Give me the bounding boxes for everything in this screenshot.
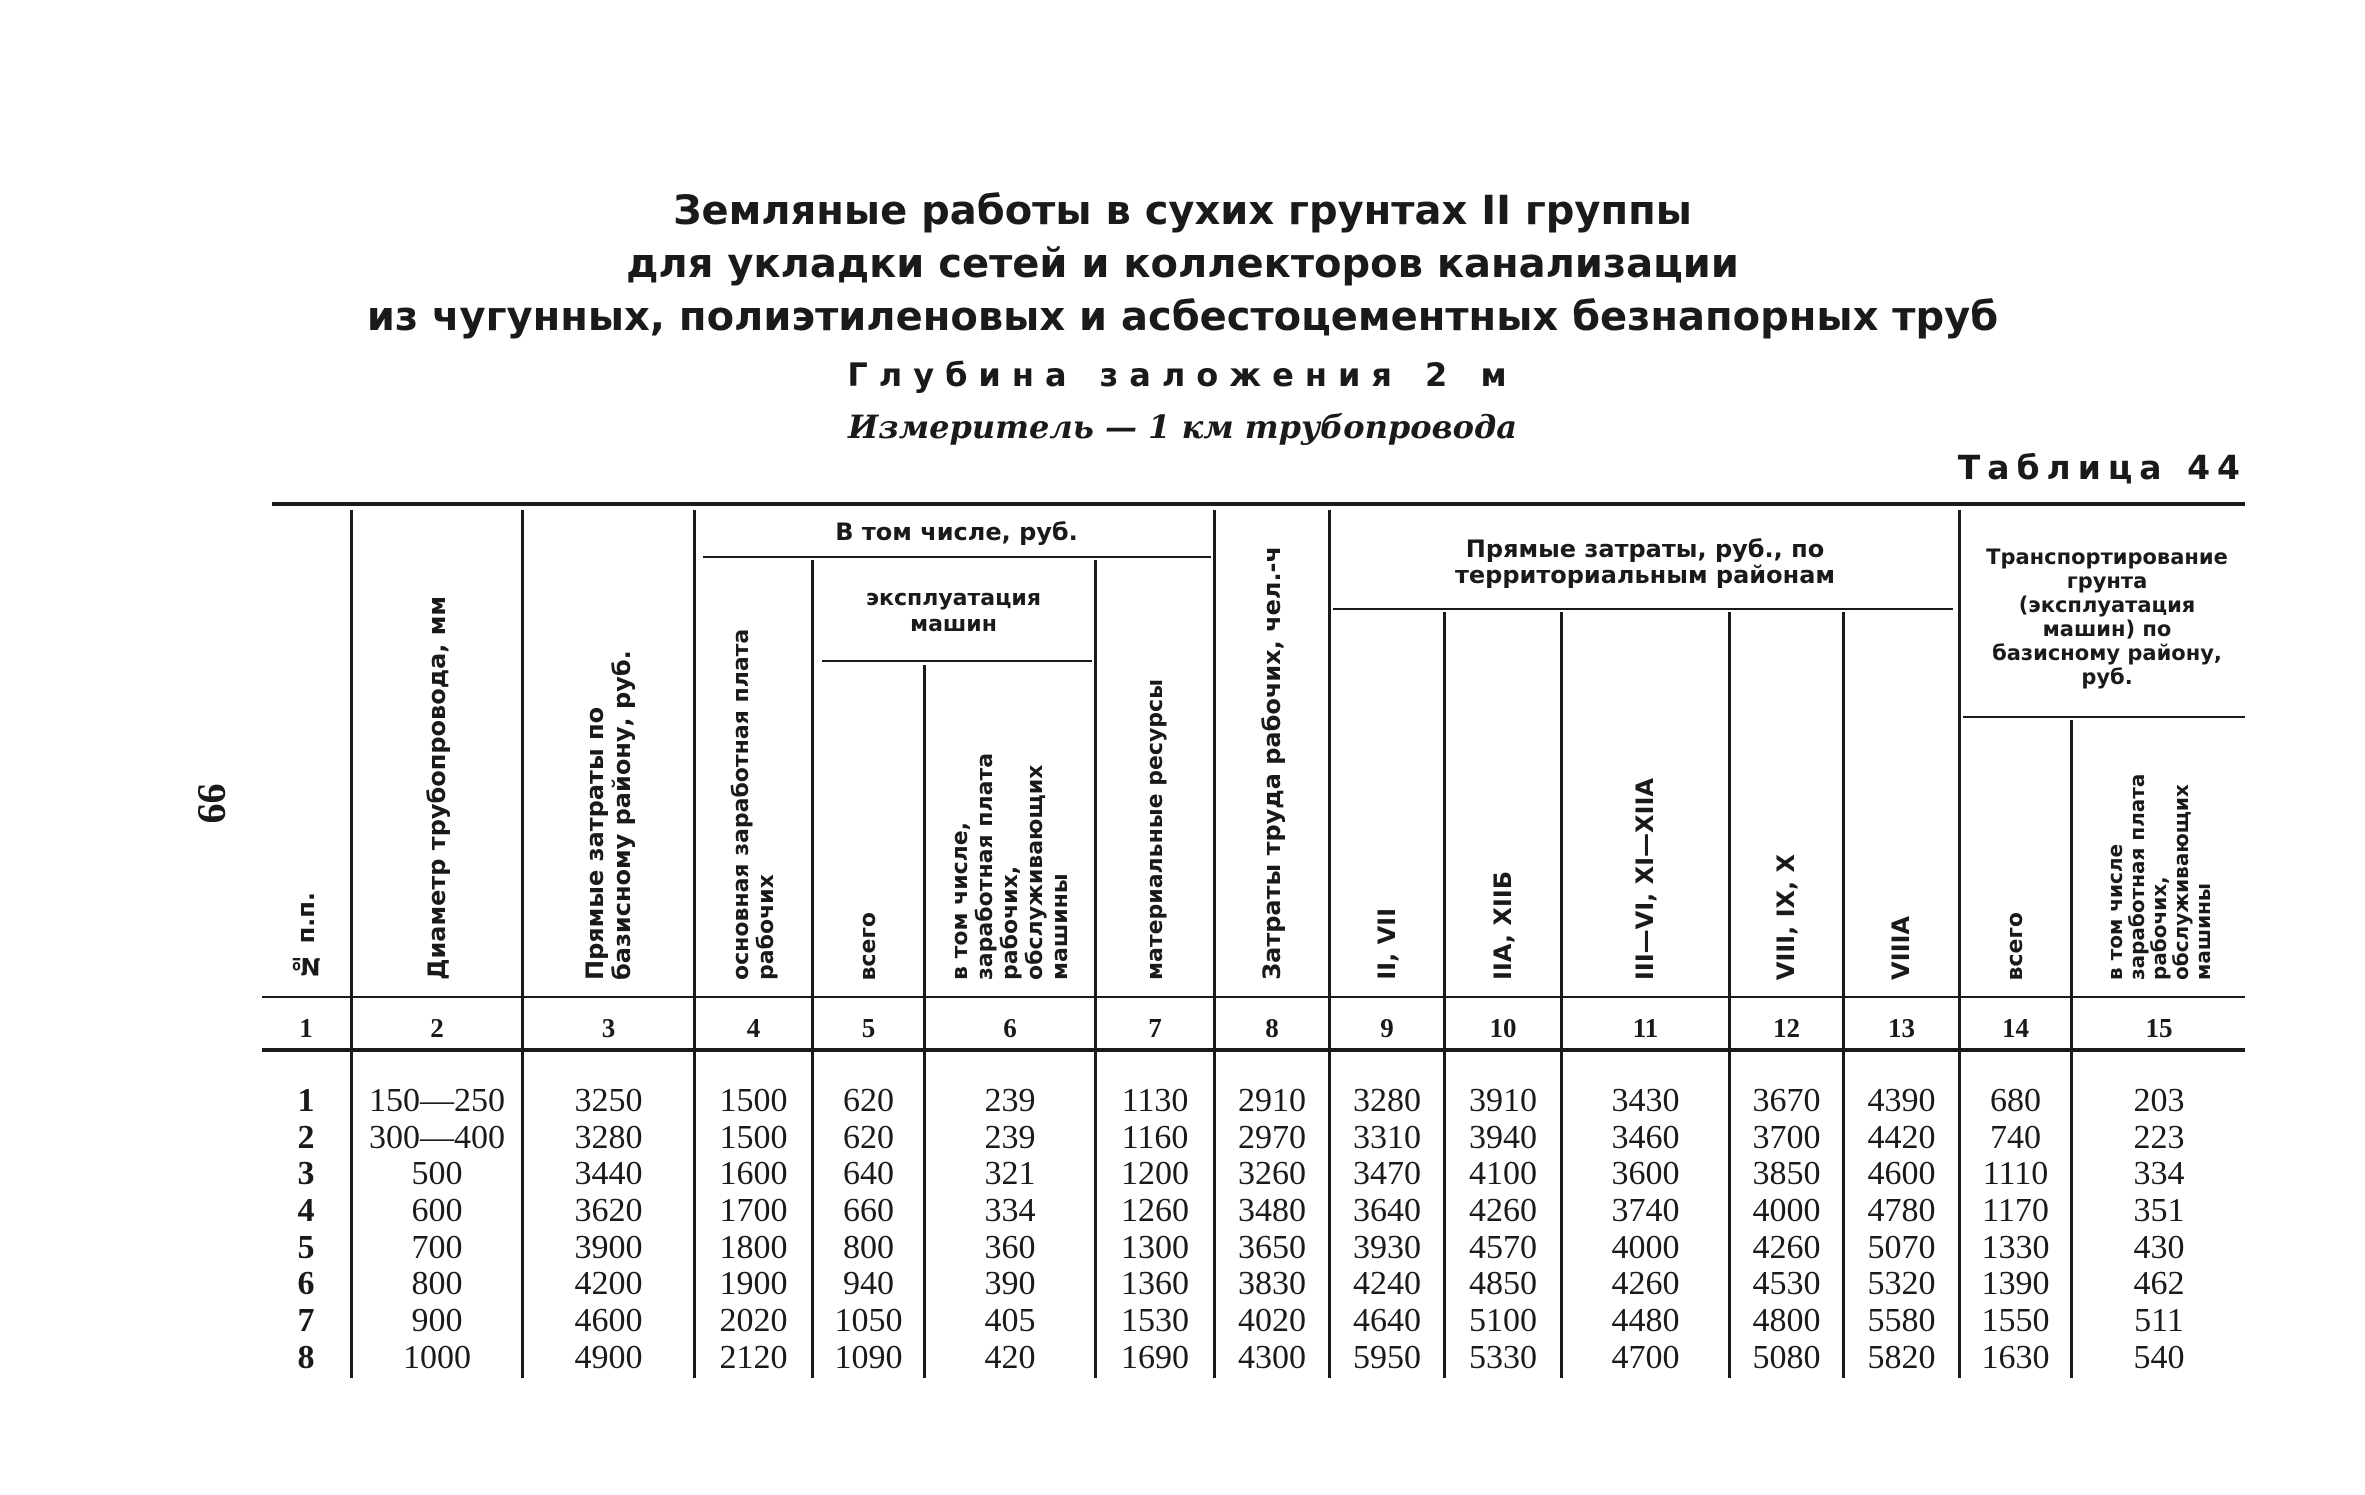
data-column-materials xyxy=(1097,1083,1213,1377)
column-number: 14 xyxy=(2002,1013,2029,1043)
table-cell: 239 xyxy=(984,1082,1036,1119)
table-cell: 7 xyxy=(297,1302,315,1340)
table-cell: 5580 xyxy=(1867,1302,1936,1340)
table-cell: 1600 xyxy=(719,1155,788,1193)
column-header-transport-wages: в том числе заработная плата рабочих, обслуживающих машины xyxy=(2103,773,2215,980)
data-column-machines-total xyxy=(814,1083,923,1377)
group-rule-machines xyxy=(822,660,1092,662)
table-cell: 4000 xyxy=(1611,1228,1680,1266)
group-rule-transport xyxy=(1963,716,2245,718)
table-cell: 4240 xyxy=(1353,1265,1421,1303)
data-column-direct-costs-base xyxy=(524,1083,693,1377)
data-column-region-viiia xyxy=(1845,1083,1958,1377)
table-cell: 4260 xyxy=(1611,1265,1680,1303)
data-column-region-ii-vii xyxy=(1331,1083,1443,1377)
table-cell: 1690 xyxy=(1121,1338,1189,1376)
header-bottom-rule xyxy=(262,996,2245,998)
table-cell: 4390 xyxy=(1867,1082,1936,1119)
table-cell: 3850 xyxy=(1752,1155,1821,1193)
table-cell: 390 xyxy=(984,1265,1036,1303)
table-cell: 5100 xyxy=(1469,1302,1537,1340)
column-header-row-number: № п.п. xyxy=(291,892,320,980)
group-rule-regional xyxy=(1333,608,1953,610)
column-header-materials: материальные ресурсы xyxy=(1142,679,1168,980)
table-cell: 500 xyxy=(411,1155,463,1193)
group-header-regional: Прямые затраты, руб., по территориальным районам xyxy=(1454,535,1836,589)
column-number: 1 xyxy=(299,1013,313,1043)
table-cell: 4420 xyxy=(1867,1118,1936,1156)
column-number: 4 xyxy=(746,1013,761,1043)
table-cell: 3480 xyxy=(1238,1192,1306,1230)
table-cell: 203 xyxy=(2133,1082,2185,1119)
table-cell: 150—250 xyxy=(369,1082,505,1119)
table-cell: 420 xyxy=(984,1338,1036,1376)
table-cell: 1500 xyxy=(719,1118,788,1156)
table-cell: 321 xyxy=(984,1155,1036,1193)
measure-unit: Измеритель — 1 км трубопровода xyxy=(848,408,1517,446)
table-cell: 2 xyxy=(297,1118,315,1156)
table-cell: 5070 xyxy=(1867,1228,1936,1266)
table-cell: 3830 xyxy=(1238,1265,1306,1303)
table-cell: 1550 xyxy=(1981,1302,2050,1340)
table-cell: 3430 xyxy=(1611,1082,1680,1119)
title-line-1: Земляные работы в сухих грунтах II группы xyxy=(673,188,1692,234)
table-cell: 334 xyxy=(984,1192,1036,1230)
table-cell: 4640 xyxy=(1353,1302,1421,1340)
table-cell: 1000 xyxy=(403,1338,471,1376)
table-cell: 3280 xyxy=(1353,1082,1421,1119)
column-header-region-iii-xiia: III—VI, XI—XIIA xyxy=(1631,777,1659,980)
table-cell: 4260 xyxy=(1469,1192,1537,1230)
table-cell: 4850 xyxy=(1469,1265,1537,1303)
table-cell: 3940 xyxy=(1469,1118,1537,1156)
data-column-region-iii-xiia xyxy=(1563,1083,1728,1377)
table-cell: 3310 xyxy=(1353,1118,1421,1156)
table-cell: 430 xyxy=(2133,1228,2185,1266)
table-cell: 680 xyxy=(1990,1082,2041,1119)
table-cell: 2970 xyxy=(1238,1118,1306,1156)
table-cell: 540 xyxy=(2133,1338,2185,1376)
table-cell: 1170 xyxy=(1982,1192,2049,1230)
column-number: 9 xyxy=(1380,1013,1394,1043)
table-cell: 3910 xyxy=(1469,1082,1537,1119)
table-cell: 1160 xyxy=(1121,1118,1189,1156)
data-column-transport-wages xyxy=(2073,1083,2245,1377)
table-cell: 3620 xyxy=(574,1192,643,1230)
table-cell: 4780 xyxy=(1867,1192,1936,1230)
table-cell: 4800 xyxy=(1752,1302,1821,1340)
table-cell: 1390 xyxy=(1981,1265,2050,1303)
table-cell: 223 xyxy=(2133,1118,2185,1156)
table-cell: 5080 xyxy=(1752,1338,1821,1376)
table-cell: 4 xyxy=(297,1192,315,1230)
table-cell: 5330 xyxy=(1469,1338,1537,1376)
data-column-transport-total xyxy=(1961,1083,2070,1377)
table-cell: 2020 xyxy=(719,1302,788,1340)
table-cell: 640 xyxy=(843,1155,894,1193)
table-cell: 4020 xyxy=(1238,1302,1306,1340)
column-header-transport-total: всего xyxy=(2003,911,2028,980)
table-cell: 5320 xyxy=(1867,1265,1936,1303)
column-header-labor-hours: Затраты труда рабочих, чел.-ч xyxy=(1257,546,1286,980)
data-column-labor-hours xyxy=(1216,1083,1328,1377)
table-cell: 4530 xyxy=(1752,1265,1821,1303)
table-cell: 3260 xyxy=(1238,1155,1306,1193)
table-cell: 4480 xyxy=(1611,1302,1680,1340)
title-line-2: для укладки сетей и коллекторов канализации xyxy=(626,241,1739,287)
column-number: 8 xyxy=(1265,1013,1279,1043)
table-cell: 351 xyxy=(2133,1192,2185,1230)
table-cell: 1300 xyxy=(1121,1228,1189,1266)
table-cell: 3740 xyxy=(1611,1192,1680,1230)
table-cell: 740 xyxy=(1990,1118,2041,1156)
table-cell: 4600 xyxy=(1867,1155,1936,1193)
table-cell: 1260 xyxy=(1121,1192,1189,1230)
table-cell: 3460 xyxy=(1611,1118,1680,1156)
page-number: 99 xyxy=(189,783,235,824)
column-header-machines-total: всего xyxy=(856,911,881,980)
table-cell: 4000 xyxy=(1752,1192,1821,1230)
column-number: 7 xyxy=(1148,1013,1162,1043)
table-cell: 3280 xyxy=(574,1118,643,1156)
table-cell: 700 xyxy=(411,1228,463,1266)
column-number: 6 xyxy=(1003,1013,1017,1043)
table-cell: 800 xyxy=(843,1228,894,1266)
title-line-3: из чугунных, полиэтиленовых и асбестоцементных безнапорных труб xyxy=(366,294,1999,340)
data-column-region-viii-x xyxy=(1731,1083,1842,1377)
table-cell: 5 xyxy=(297,1228,315,1266)
column-number: 3 xyxy=(601,1013,616,1043)
table-cell: 6 xyxy=(297,1265,315,1303)
group-header-including: В том числе, руб. xyxy=(835,518,1078,546)
table-cell: 3670 xyxy=(1752,1082,1821,1119)
table-cell: 239 xyxy=(984,1118,1036,1156)
table-cell: 2910 xyxy=(1238,1082,1306,1119)
column-number: 13 xyxy=(1888,1013,1915,1043)
table-cell: 1 xyxy=(297,1082,315,1119)
table-top-rule xyxy=(272,502,2245,506)
colnum-bottom-rule xyxy=(262,1048,2245,1052)
table-cell: 3900 xyxy=(574,1228,643,1266)
data-column-diameter xyxy=(353,1083,521,1377)
column-number: 10 xyxy=(1489,1013,1517,1043)
table-cell: 1500 xyxy=(719,1082,788,1119)
table-cell: 660 xyxy=(843,1192,894,1230)
table-cell: 900 xyxy=(411,1302,463,1340)
depth-subtitle: Глубина заложения 2 м xyxy=(847,356,1518,394)
table-cell: 1360 xyxy=(1121,1265,1189,1303)
table-cell: 300—400 xyxy=(369,1118,505,1156)
column-number: 2 xyxy=(430,1013,444,1043)
column-number: 11 xyxy=(1632,1013,1659,1043)
table-cell: 4260 xyxy=(1752,1228,1821,1266)
column-number: 5 xyxy=(861,1013,876,1043)
table-cell: 1800 xyxy=(719,1228,788,1266)
table-cell: 3250 xyxy=(574,1082,643,1119)
table-cell: 511 xyxy=(2134,1302,2184,1340)
group-header-transport: Транспортирование грунта (эксплуатация машин) по базисному району, руб. xyxy=(1986,545,2228,689)
group-header-machines: эксплуатация машин xyxy=(866,586,1041,637)
column-header-direct-costs-base: Прямые затраты по базисному району, руб. xyxy=(580,650,636,980)
table-cell: 1110 xyxy=(1982,1155,2049,1193)
table-cell: 4700 xyxy=(1611,1338,1680,1376)
table-cell: 1700 xyxy=(719,1192,788,1230)
table-cell: 1530 xyxy=(1121,1302,1189,1340)
table-cell: 334 xyxy=(2133,1155,2185,1193)
column-number: 12 xyxy=(1773,1013,1800,1043)
table-cell: 940 xyxy=(843,1265,894,1303)
title-block xyxy=(0,185,2365,446)
column-number: 15 xyxy=(2145,1013,2173,1043)
table-cell: 3 xyxy=(297,1155,315,1193)
column-header-machines-wages: в том числе, заработная плата рабочих, обслуживающих машины xyxy=(947,752,1073,980)
table-cell: 5950 xyxy=(1353,1338,1421,1376)
table-cell: 4200 xyxy=(574,1265,643,1303)
data-column-machines-wages xyxy=(926,1083,1094,1377)
table-cell: 4900 xyxy=(574,1338,643,1376)
table-cell: 1090 xyxy=(834,1338,903,1376)
table-cell: 3440 xyxy=(574,1155,643,1193)
table-cell: 360 xyxy=(984,1228,1036,1266)
table-cell: 4300 xyxy=(1238,1338,1306,1376)
table-cell: 5820 xyxy=(1867,1338,1936,1376)
column-header-diameter: Диаметр трубопровода, мм xyxy=(422,596,451,980)
table-cell: 620 xyxy=(843,1082,894,1119)
data-column-row-number xyxy=(262,1083,350,1377)
column-header-region-ii-vii: II, VII xyxy=(1372,908,1401,980)
data-column-region-iia-xiib xyxy=(1446,1083,1560,1377)
table-cell: 1200 xyxy=(1121,1155,1189,1193)
table-cell: 462 xyxy=(2133,1265,2185,1303)
data-column-base-wages xyxy=(696,1083,811,1377)
table-cell: 620 xyxy=(843,1118,894,1156)
table-cell: 1330 xyxy=(1981,1228,2050,1266)
table-cell: 1630 xyxy=(1981,1338,2050,1376)
table-cell: 8 xyxy=(297,1338,315,1376)
table-cell: 800 xyxy=(411,1265,463,1303)
column-header-region-iia-xiib: IIA, XIIБ xyxy=(1488,870,1517,980)
table-cell: 1130 xyxy=(1121,1082,1189,1119)
column-header-region-viiia: VIIIA xyxy=(1887,916,1915,980)
table-cell: 4600 xyxy=(574,1302,643,1340)
table-cell: 3600 xyxy=(1611,1155,1680,1193)
table-cell: 3470 xyxy=(1353,1155,1421,1193)
table-cell: 1900 xyxy=(719,1265,788,1303)
column-header-region-viii-x: VIII, IX, X xyxy=(1772,853,1800,980)
table-cell: 3930 xyxy=(1353,1228,1421,1266)
group-rule-including xyxy=(703,556,1211,558)
table-cell: 3700 xyxy=(1752,1118,1821,1156)
table-cell: 3650 xyxy=(1238,1228,1306,1266)
table-cell: 3640 xyxy=(1353,1192,1421,1230)
table-label: Таблица 44 xyxy=(1957,448,2247,487)
table-cell: 600 xyxy=(411,1192,463,1230)
table-cell: 4570 xyxy=(1469,1228,1537,1266)
table-cell: 405 xyxy=(984,1302,1036,1340)
column-header-base-wages: основная заработная плата рабочих xyxy=(728,628,779,980)
table-cell: 4100 xyxy=(1469,1155,1537,1193)
table-cell: 2120 xyxy=(719,1338,788,1376)
table-cell: 1050 xyxy=(834,1302,903,1340)
